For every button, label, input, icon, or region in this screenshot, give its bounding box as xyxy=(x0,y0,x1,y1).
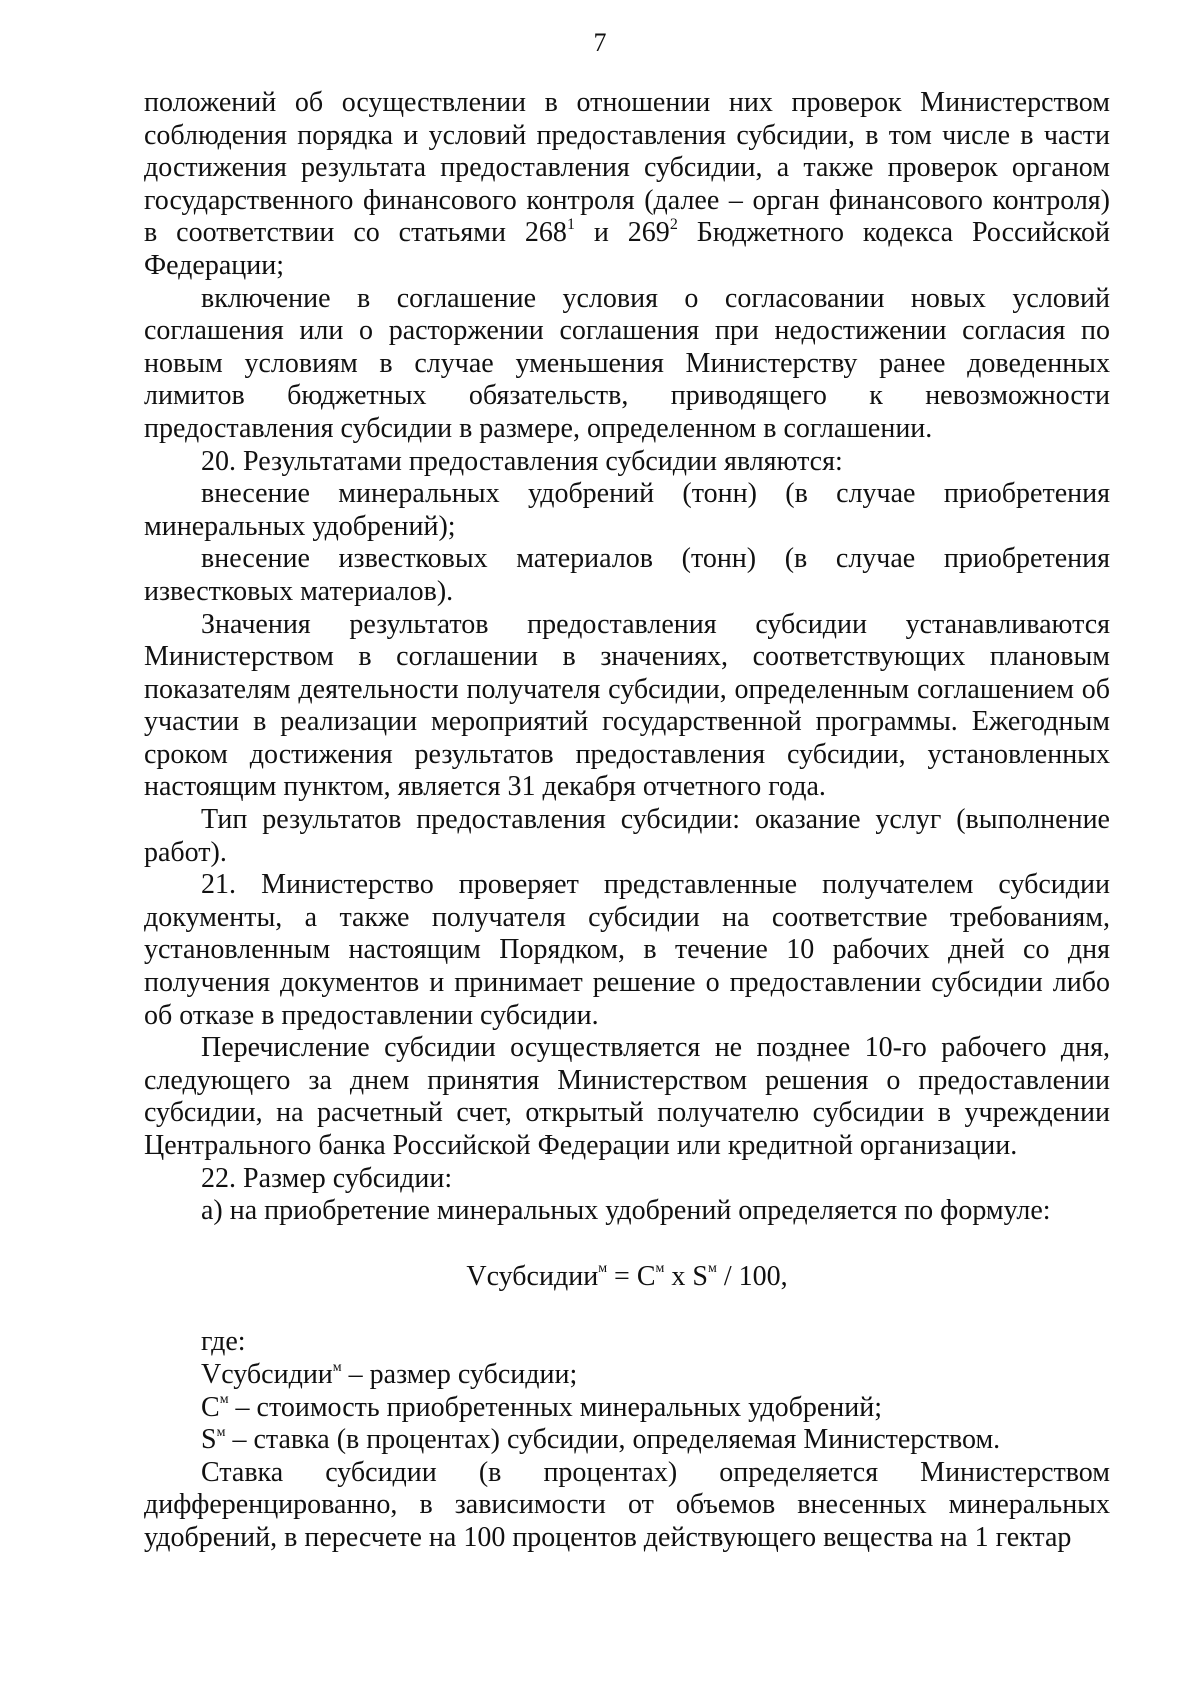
superscript: 1 xyxy=(566,216,575,234)
superscript: м xyxy=(598,1261,608,1277)
superscript: м xyxy=(216,1424,226,1440)
where-s-definition xyxy=(144,1424,1110,1457)
where-label: где: xyxy=(201,1326,246,1358)
paragraph-mineral-fertilizers: внесение минеральных удобрений (тонн) (в случае приобретения минеральных удобрений); xyxy=(144,478,1110,542)
superscript: м xyxy=(655,1261,665,1277)
paragraph-agreement-terms: включение в соглашение условия о согласовании новых условий соглашения или о расторжении соглашения при недостижении согласия по новым условиям в случае уменьшения Министерству ранее доведенных лимитов бюджетных обязательств, приводящего к невозможности предоставления субсидии в размере, определенном в соглашении. xyxy=(144,282,1110,444)
paragraph-text: положений об осуществлении в отношении них проверок Министерством соблюдения порядка и условий предоставления субсидии, в том числе в части достижения результата предоставления субсидии, а также проверок органом государственного финансового контроля (далее – орган финансового контроля) в соответствии со статьями 268 xyxy=(144,87,1110,249)
formula-term: / 100, xyxy=(716,1260,788,1292)
paragraph-checks xyxy=(144,87,1110,283)
formula-term: x S xyxy=(664,1260,708,1292)
paragraph-text: и 269 xyxy=(574,217,670,249)
formula-term: Vсубсидии xyxy=(466,1260,599,1292)
definition-text: – ставка (в процентах) субсидии, определяемая Министерством. xyxy=(225,1424,1001,1456)
formula-term: = С xyxy=(607,1260,656,1292)
paragraph-20-heading: 20. Результатами предоставления субсидии являются: xyxy=(201,445,843,477)
paragraph-text: Бюджетного кодекса Российской Федерации; xyxy=(144,217,1111,281)
paragraph-result-values: Значения результатов предоставления субсидии устанавливаются Министерством в соглашении в значениях, соответствующих плановым показателям деятельности получателя субсидии, определенным соглашением об участии в реализации мероприятий государственной программы. Ежегодным сроком достижения результатов предоставления субсидии, установленных настоящим пунктом, является 31 декабря отчетного года. xyxy=(144,608,1110,803)
superscript: 2 xyxy=(669,216,678,234)
where-c-definition xyxy=(144,1392,1110,1425)
paragraph-formula-intro: а) на приобретение минеральных удобрений определяется по формуле: xyxy=(201,1195,1051,1227)
paragraph-22-heading: 22. Размер субсидии: xyxy=(201,1162,453,1194)
where-v-definition xyxy=(144,1359,1110,1392)
definition-term: С xyxy=(201,1391,220,1423)
superscript: м xyxy=(707,1261,717,1277)
superscript: м xyxy=(332,1359,342,1375)
subsidy-formula xyxy=(144,1261,1110,1294)
paragraph-rate: Ставка субсидии (в процентах) определяется Министерством дифференцированно, в зависимости от объемов внесенных минеральных удобрений, в пересчете на 100 процентов действующего вещества на 1 гектар xyxy=(144,1456,1110,1553)
paragraph-21-check: 21. Министерство проверяет представленные получателем субсидии документы, а также получателя субсидии на соответствие требованиям, установленным настоящим Порядком, в течение 10 рабочих дней со дня получения документов и принимает решение о предоставлении субсидии либо об отказе в предоставлении субсидии. xyxy=(144,869,1110,1031)
paragraph-result-type: Тип результатов предоставления субсидии: оказание услуг (выполнение работ). xyxy=(144,804,1110,868)
paragraph-transfer: Перечисление субсидии осуществляется не позднее 10-го рабочего дня, следующего за днем принятия Министерством решения о предоставлении субсидии, на расчетный счет, открытый получателю субсидии в учреждении Центрального банка Российской Федерации или кредитной организации. xyxy=(144,1032,1110,1161)
definition-term: Vсубсидии xyxy=(201,1358,333,1390)
definition-text: – размер субсидии; xyxy=(341,1358,578,1390)
superscript: м xyxy=(219,1392,229,1408)
document-body xyxy=(144,87,1110,1555)
definition-text: – стоимость приобретенных минеральных удобрений; xyxy=(228,1391,882,1423)
definition-term: S xyxy=(201,1424,217,1456)
page-number: 7 xyxy=(593,28,607,57)
paragraph-lime-materials: внесение известковых материалов (тонн) (в случае приобретения известковых материалов). xyxy=(144,543,1110,607)
